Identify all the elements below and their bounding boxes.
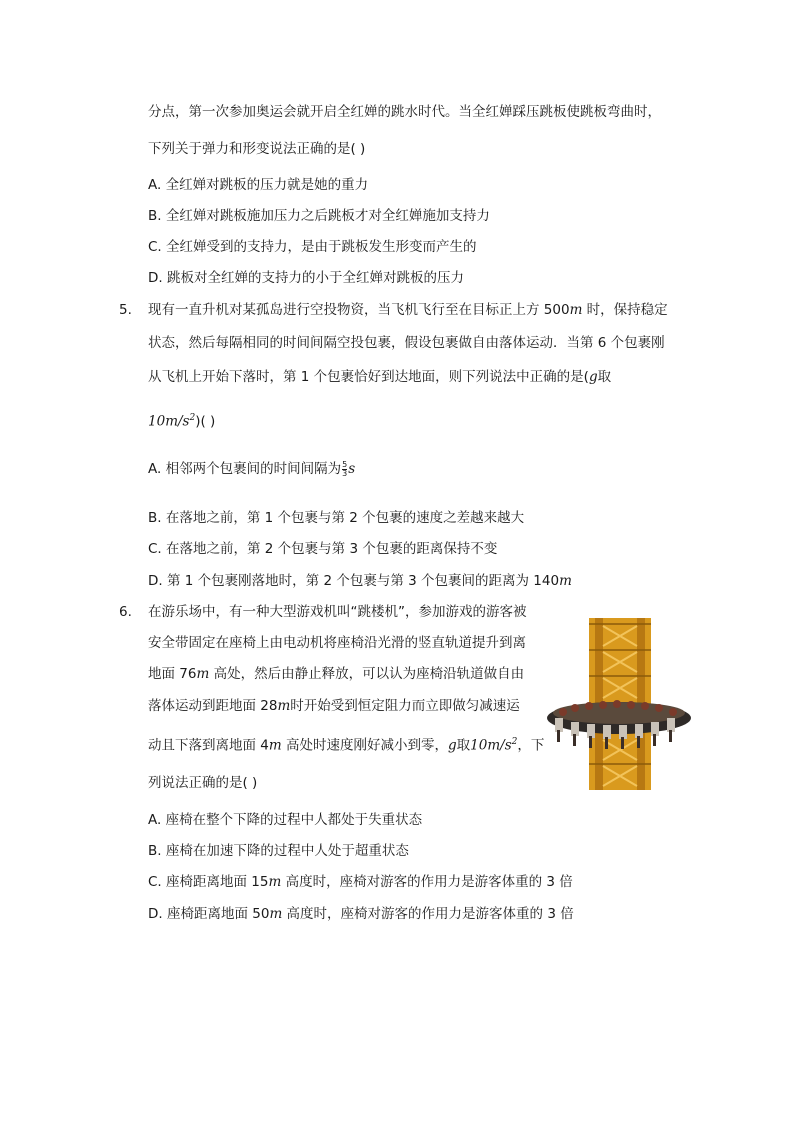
- q5-number: 5.: [119, 302, 132, 318]
- drop-tower-ride-image: [545, 618, 693, 790]
- q4-option-b: B. 全红婵对跳板施加压力之后跳板才对全红婵施加支持力: [148, 208, 490, 224]
- q6-number: 6.: [119, 604, 132, 620]
- q6-option-b: B. 座椅在加速下降的过程中人处于超重状态: [148, 843, 409, 859]
- q4-stem-line-1: 分点，第一次参加奥运会就开启全红婵的跳水时代。当全红婵踩压跳板使跳板弯曲时，: [148, 104, 661, 120]
- q6-stem-line-2: 安全带固定在座椅上由电动机将座椅沿光滑的竖直轨道提升到离: [148, 635, 526, 651]
- q6-stem-line-6: 列说法正确的是( ): [148, 775, 258, 791]
- q6-option-d: D. 座椅距离地面 50m 高度时，座椅对游客的作用力是游客体重的 3 倍: [148, 906, 574, 922]
- q5-option-c: C. 在落地之前，第 2 个包裹与第 3 个包裹的距离保持不变: [148, 541, 498, 557]
- q5-option-d: D. 第 1 个包裹刚落地时，第 2 个包裹与第 3 个包裹间的距离为 140m: [148, 573, 572, 589]
- q6-stem-line-5: 动且下落到离地面 4m 高处时速度刚好减小到零，g取$10m/s^2$，下: [148, 737, 545, 754]
- q4-option-d: D. 跳板对全红婵的支持力的小于全红婵对跳板的压力: [148, 270, 464, 286]
- q5-option-b: B. 在落地之前，第 1 个包裹与第 2 个包裹的速度之差越来越大: [148, 510, 525, 526]
- q4-option-c: C. 全红婵受到的支持力，是由于跳板发生形变而产生的: [148, 239, 477, 255]
- fraction: $\frac{5}{3}$: [342, 459, 348, 478]
- q6-option-a: A. 座椅在整个下降的过程中人都处于失重状态: [148, 812, 423, 828]
- q5-stem-line-3: 从飞机上开始下落时，第 1 个包裹恰好到达地面，则下列说法中正确的是(g取: [148, 369, 612, 385]
- q6-stem-line-3: 地面 76m 高处，然后由静止释放，可以认为座椅沿轨道做自由: [148, 666, 525, 682]
- q4-option-a: A. 全红婵对跳板的压力就是她的重力: [148, 177, 369, 193]
- q6-option-c: C. 座椅距离地面 15m 高度时，座椅对游客的作用力是游客体重的 3 倍: [148, 874, 573, 890]
- q4-stem-line-2: 下列关于弹力和形变说法正确的是( ): [148, 141, 366, 157]
- q5-stem-line-2: 状态，然后每隔相同的时间间隔空投包裹，假设包裹做自由落体运动．当第 6 个包裹刚: [148, 335, 665, 351]
- q5-stem-line-4: $10m/s^2$)( ): [148, 413, 216, 430]
- q5-option-a: A. 相邻两个包裹间的时间间隔为 $\frac{5}{3}$ s: [148, 459, 356, 478]
- q6-stem-line-4: 落体运动到距地面 28m时开始受到恒定阻力而立即做匀减速运: [148, 698, 520, 714]
- q5-stem-line-1: 现有一直升机对某孤岛进行空投物资，当飞机飞行至在目标正上方 500m 时，保持稳定: [148, 302, 668, 318]
- q6-stem-line-1: 在游乐场中，有一种大型游戏机叫“跳楼机”，参加游戏的游客被: [148, 604, 527, 620]
